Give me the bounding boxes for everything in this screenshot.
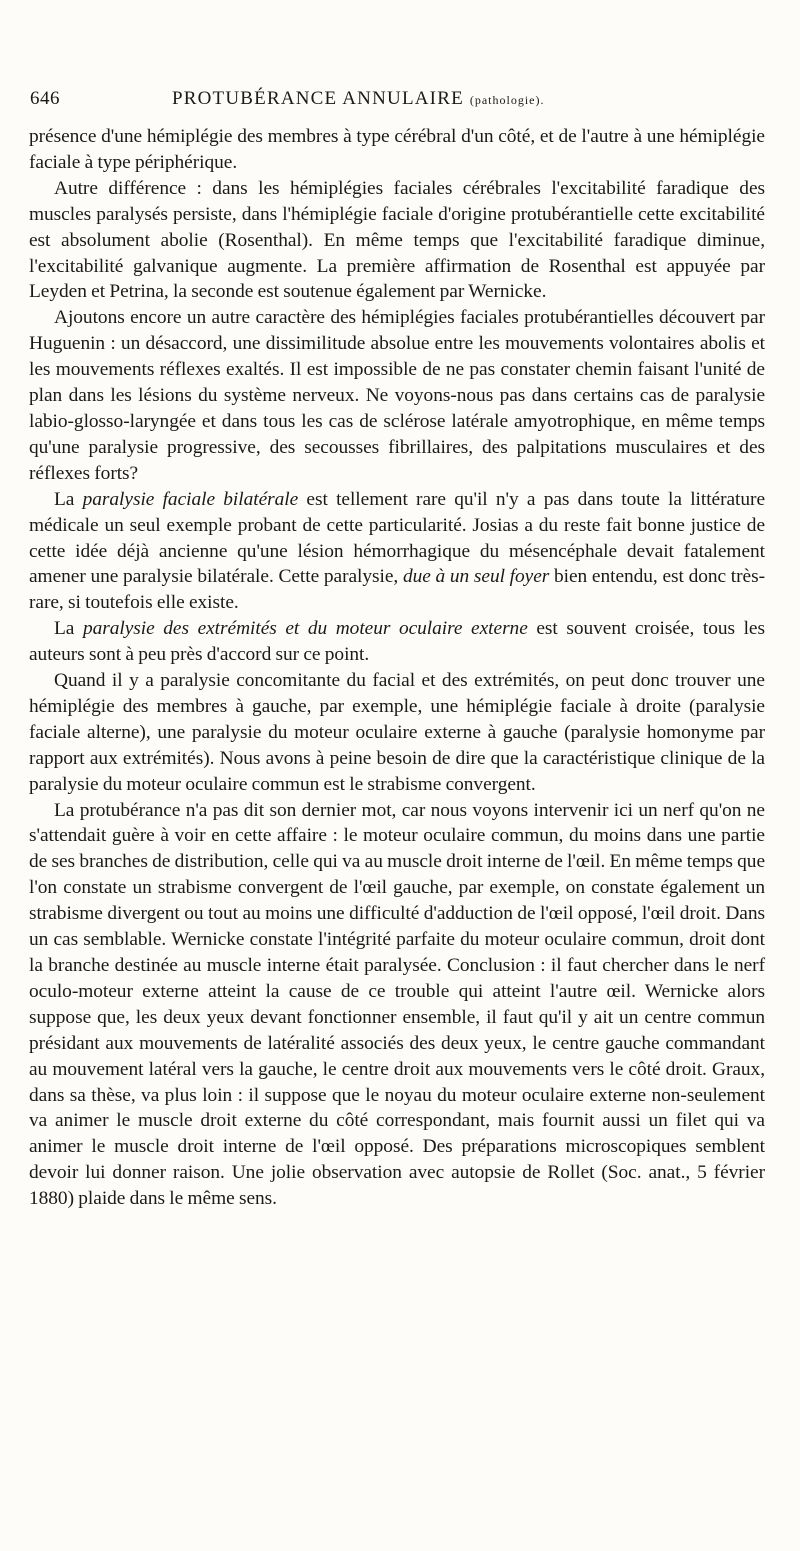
italic-term: paralysie des extrémités et du moteur oculaire externe [82, 618, 528, 640]
page-number: 646 [30, 88, 60, 109]
text-run: Autre différence : dans les hémiplégies faciales cérébrales l'excitabilité faradique des muscles paralysés persiste, dans l'hémiplégie faciale d'origine protubérantielle cette excitabilité est absolument abolie (Rosenthal). En même temps que l'excitabilité faradique diminue, l'excitabilité galvanique augmente. La première affirmation de Rosenthal est appuyée par Leyden et Petrina, la seconde est soutenue également par Wernicke. [29, 177, 765, 303]
paragraph-4 [29, 487, 765, 617]
text-run: Quand il y a paralysie concomitante du facial et des extrémités, on peut donc trouver une hémiplégie des membres à gauche, par exemple, une hémiplégie faciale à droite (paralysie faciale alterne), une paralysie du moteur oculaire externe à gauche (paralysie homonyme par rapport aux extrémités). Nous avons à peine besoin de dire que la caractéristique clinique de la paralysie du moteur oculaire commun est le strabisme convergent. [29, 670, 765, 795]
paragraph-7 [29, 798, 765, 1213]
running-title [172, 88, 545, 110]
text-run: La [54, 488, 83, 510]
paragraph-2 [29, 176, 765, 306]
text-run: Ajoutons encore un autre caractère des hémiplégies faciales protubérantielles découvert par Huguenin : un désaccord, une dissimilitude absolue entre les mouvements volontaires abolis et les mouvements réflexes exaltés. Il est impossible de ne pas constater chemin faisant l'unité de plan dans les lésions du système nerveux. Ne voyons-nous pas dans certains cas de paralysie labio-glosso-laryngée et dans tous les cas de sclérose latérale amyotrophique, en même temps qu'une paralysie progressive, des secousses fibrillaires, des palpitations musculaires et des réflexes forts? [29, 307, 765, 484]
running-head [30, 84, 770, 112]
text-run: bien entendu, est donc très-rare, si toutefois elle existe. [29, 566, 766, 614]
running-title-text: PROTUBÉRANCE ANNULAIRE [172, 88, 464, 109]
body-text [29, 124, 765, 1212]
text-run: La [54, 618, 83, 640]
italic-term: due à un seul foyer [402, 566, 550, 588]
paragraph-3 [29, 305, 765, 486]
paragraph-6 [29, 668, 765, 798]
running-section: (pathologie). [469, 93, 545, 107]
paragraph-5 [29, 616, 765, 668]
text-run: est souvent croisée, tous les auteurs sont à peu près d'accord sur ce point. [29, 618, 765, 666]
text-run: est tellement rare qu'il n'y a pas dans toute la littérature médicale un seul exemple probant de cette particularité. Josias a du reste fait bonne justice de cette idée déjà ancienne qu'une lésion hémorrhagique du mésencéphale devait fatalement amener une paralysie bilatérale. Cette paralysie, [29, 488, 766, 588]
text-run: présence d'une hémiplégie des membres à type cérébral d'un côté, et de l'autre à une hémiplégie faciale à type périphérique. [29, 126, 765, 173]
paragraph-1 [29, 124, 765, 176]
italic-term: paralysie faciale bilatérale [82, 488, 299, 510]
text-run: La protubérance n'a pas dit son dernier mot, car nous voyons intervenir ici un nerf qu'on ne s'attendait guère à voir en cette affaire : le moteur oculaire commun, du moins dans une partie de ses branches de distribution, celle qui va au muscle droit interne de l'œil. En même temps que l'on constate un strabisme convergent de l'œil gauche, par exemple, on constate également un strabisme divergent ou tout au moins une difficulté d'adduction de l'œil opposé, l'œil droit. Dans un cas semblable. Wernicke constate l'intégrité parfaite du moteur oculaire commun, droit dont la branche destinée au muscle interne était paralysée. Conclusion : il faut chercher dans le nerf oculo-moteur externe atteint la cause de ce trouble qui atteint l'autre œil. Wernicke alors suppose que, les deux yeux devant fonctionner ensemble, il faut qu'il y ait un centre commun présidant aux mouvements de latéralité associés des deux yeux, le centre gauche commandant au mouvement latéral vers la gauche, le centre droit aux mouvements vers le côté droit. Graux, dans sa thèse, va plus loin : il suppose que le noyau du moteur oculaire externe non-seulement va animer le muscle droit externe du côté correspondant, mais fournit aussi un filet qui va animer le muscle droit interne de l'œil opposé. Des préparations microscopiques semblent devoir lui donner raison. Une jolie observation avec autopsie de Rollet (Soc. anat., 5 février 1880) plaide dans le même sens. [29, 799, 765, 1210]
